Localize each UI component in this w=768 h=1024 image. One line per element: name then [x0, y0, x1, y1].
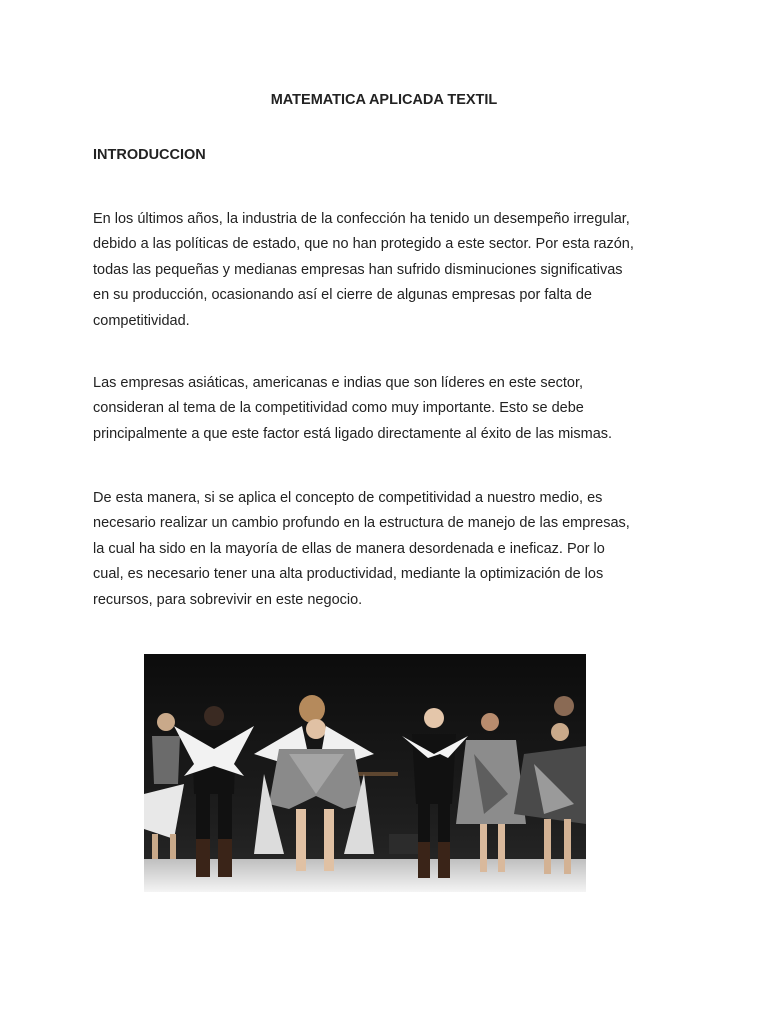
paragraph-line: cual, es necesario tener una alta productividad, mediante la optimización de los: [93, 566, 604, 583]
document-title: MATEMATICA APLICADA TEXTIL: [270, 92, 498, 108]
paragraph-line: la cual ha sido en la mayoría de ellas de manera desordenada e ineficaz. Por lo: [93, 540, 605, 557]
paragraph-line: En los últimos años, la industria de la confección ha tenido un desempeño irregular,: [93, 211, 630, 227]
paragraph-line: consideran al tema de la competitividad como muy importante. Esto se debe: [93, 400, 584, 417]
paragraph-line: principalmente a que este factor está ligado directamente al éxito de las mismas.: [93, 425, 613, 442]
paragraph-line: recursos, para sobrevivir en este negocio.: [93, 591, 363, 608]
runway-photo-illustration: [144, 654, 586, 892]
paragraph-line: De esta manera, si se aplica el concepto de competitividad a nuestro medio, es: [93, 490, 603, 506]
paragraph-line: en su producción, ocasionando así el cierre de algunas empresas por falta de: [93, 287, 592, 304]
paragraph-line: necesario realizar un cambio profundo en la estructura de manejo de las empresas,: [93, 515, 630, 532]
runway-photo: [144, 654, 586, 892]
section-heading: INTRODUCCION: [93, 147, 206, 163]
paragraph-line: debido a las políticas de estado, que no han protegido a este sector. Por esta razón,: [93, 236, 634, 253]
paragraph-2: [93, 371, 683, 447]
paragraph-line: Las empresas asiáticas, americanas e indias que son líderes en este sector,: [93, 375, 584, 391]
paragraph-line: competitividad.: [93, 312, 190, 329]
paragraph-3: [93, 486, 683, 613]
paragraph-1: [93, 207, 683, 334]
paragraph-line: todas las pequeñas y medianas empresas han sufrido disminuciones significativas: [93, 261, 623, 278]
